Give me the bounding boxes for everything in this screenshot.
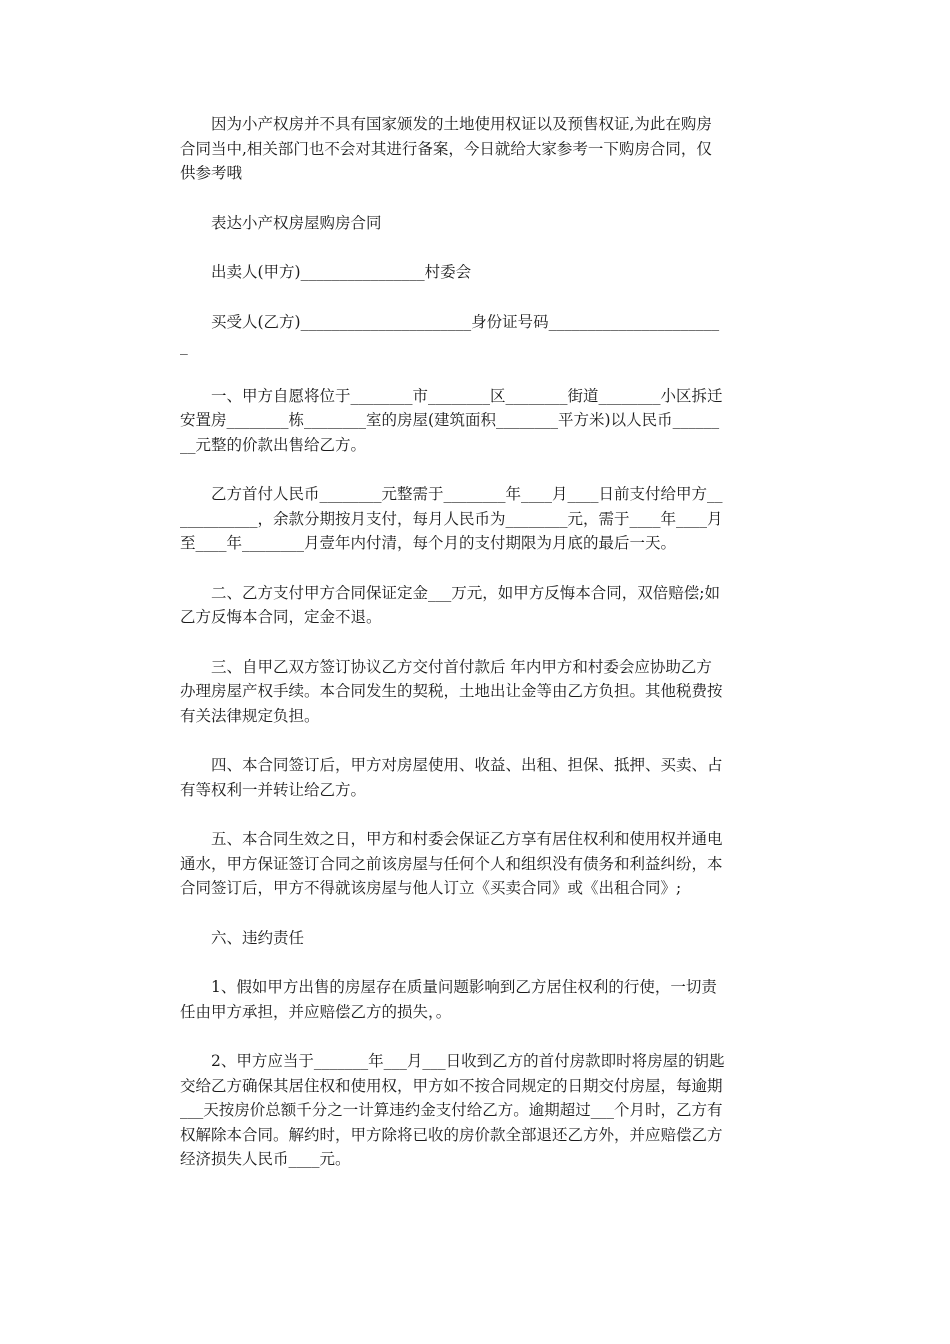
clause-6-title: 六、违约责任: [211, 928, 305, 947]
clause-1: 一、甲方自愿将位于________市________区________街道________小区拆迁 安置房________栋________室的房屋(建筑面积________平方米)以人民币______ __元整的价款出售给乙方。: [180, 386, 723, 454]
clause-4: 四、本合同签订后，甲方对房屋使用、收益、出租、担保、抵押、买卖、占 有等权利一并转让给乙方。: [180, 756, 723, 799]
intro-line: 供参考哦: [180, 164, 243, 182]
intro-line: 因为小产权房并不具有国家颁发的土地使用权证以及预售权证,为此在购房: [211, 115, 712, 133]
clause-6-1: 1、假如甲方出售的房屋存在质量问题影响到乙方居住权利的行使，一切责 任由甲方承担，并应赔偿乙方的损失，。: [180, 978, 717, 1021]
clause-2: 二、乙方支付甲方合同保证定金___万元，如甲方反悔本合同，双倍赔偿;如 乙方反悔本合同，定金不退。: [180, 583, 720, 626]
clause-6-2: 2、甲方应当于_______年___月___日收到乙方的首付房款即时将房屋的钥匙 交给乙方确保其居住权和使用权，甲方如不按合同规定的日期交付房屋，每逾期 ___天按房价总额千分之一计算违约金支付给乙方。逾期超过___个月时，乙方有 权解除本合同。解约时，甲方除将已收的房价款全部退还乙方外，并应赔偿乙方 经济损失人民币____元。: [180, 1052, 725, 1168]
seller-line: 出卖人(甲方)________________村委会: [211, 263, 472, 281]
clause-3: 三、自甲乙双方签订协议乙方交付首付款后 年内甲方和村委会应协助乙方 办理房屋产权手续。本合同发生的契税，土地出让金等由乙方负担。其他税费按 有关法律规定负担。: [180, 657, 723, 725]
document-page: [180, 112, 772, 1172]
intro-line: 合同当中,相关部门也不会对其进行备案，今日就给大家参考一下购房合同，仅: [180, 139, 712, 158]
buyer-line: 买受人(乙方)______________________身份证号码______________________ _: [180, 312, 720, 355]
clause-5: 五、本合同生效之日，甲方和村委会保证乙方享有居住权利和使用权并通电 通水，甲方保证签订合同之前该房屋与任何个人和组织没有债务和利益纠纷，本 合同签订后，甲方不得就该房屋与他人订立《买卖合同》或《出租合同》;: [180, 830, 723, 897]
contract-title: 表达小产权房屋购房合同: [211, 213, 382, 232]
intro-paragraph: [180, 112, 772, 186]
clause-1-payment: 乙方首付人民币________元整需于________年____月____日前支付给甲方__ __________，余款分期按月支付，每月人民币为________元，需于____年____月 至____年________月壹年内付清，每个月的支付期限为月底的最后一天。: [180, 485, 723, 552]
